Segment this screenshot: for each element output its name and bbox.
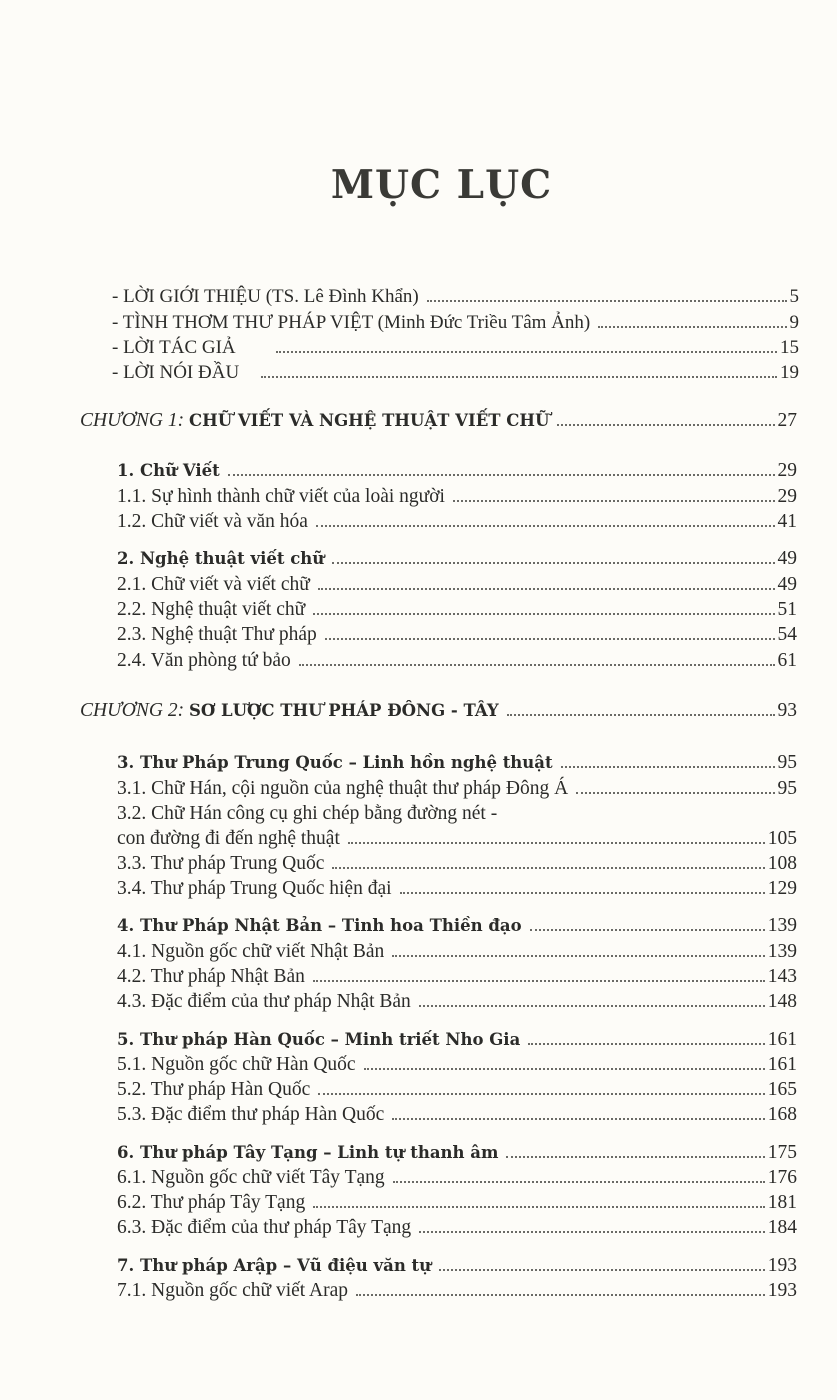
toc-entry-label: 5. Thư pháp Hàn Quốc – Minh triết Nho Gia bbox=[117, 1030, 521, 1049]
toc-subsection bbox=[117, 511, 797, 533]
dot-leader bbox=[228, 474, 775, 476]
toc-subsection bbox=[117, 624, 797, 646]
toc-page-number: 165 bbox=[767, 1079, 797, 1100]
toc-page-number: 168 bbox=[767, 1104, 797, 1125]
dot-leader bbox=[332, 867, 764, 869]
toc-subsection bbox=[117, 991, 797, 1013]
toc-entry-label: - TÌNH THƠM THƯ PHÁP VIỆT (Minh Đức Triều Tâm Ảnh) bbox=[112, 312, 591, 333]
toc-entry-label: con đường đi đến nghệ thuật bbox=[117, 828, 340, 849]
toc-subsection bbox=[117, 828, 797, 850]
toc-page-number: 108 bbox=[767, 853, 797, 874]
toc-page-number: 175 bbox=[767, 1142, 797, 1163]
toc-page-number: 148 bbox=[767, 991, 797, 1012]
dot-leader bbox=[392, 955, 764, 957]
toc-page-number: 9 bbox=[789, 312, 799, 333]
toc-entry-label: 6.1. Nguồn gốc chữ viết Tây Tạng bbox=[117, 1167, 385, 1188]
toc-entry-intro bbox=[112, 337, 799, 359]
dot-leader bbox=[393, 1181, 765, 1183]
toc-subsection bbox=[117, 486, 797, 508]
dot-leader bbox=[598, 326, 786, 328]
dot-leader bbox=[313, 1206, 765, 1208]
dot-leader bbox=[419, 1005, 765, 1007]
toc-entry-intro bbox=[112, 286, 799, 308]
toc-entry-label: - LỜI TÁC GIẢ bbox=[112, 337, 236, 358]
toc-page-number: 95 bbox=[777, 752, 797, 773]
toc-subsection bbox=[117, 599, 797, 621]
toc-page-number: 61 bbox=[777, 650, 797, 671]
toc-page-number: 95 bbox=[777, 778, 797, 799]
chapter-prefix: CHƯƠNG 2: bbox=[80, 700, 185, 721]
toc-entry-label: 2. Nghệ thuật viết chữ bbox=[117, 549, 325, 568]
page-title: MỤC LỤC bbox=[330, 162, 553, 208]
toc-page-number: 139 bbox=[767, 915, 797, 936]
toc-subsection bbox=[117, 966, 797, 988]
toc-subsection bbox=[117, 778, 797, 800]
toc-page-number: 49 bbox=[777, 574, 797, 595]
toc-section bbox=[117, 548, 797, 570]
toc-entry-label: 5.1. Nguồn gốc chữ Hàn Quốc bbox=[117, 1054, 356, 1075]
dot-leader bbox=[528, 1043, 764, 1045]
toc-entry-label: 4.3. Đặc điểm của thư pháp Nhật Bản bbox=[117, 991, 411, 1012]
toc-page-number: 161 bbox=[767, 1054, 797, 1075]
toc-entry-label: - LỜI GIỚI THIỆU (TS. Lê Đình Khẩn) bbox=[112, 286, 419, 307]
toc-entry-intro bbox=[112, 362, 799, 384]
dot-leader bbox=[561, 766, 775, 768]
toc-subsection bbox=[117, 1217, 797, 1239]
dot-leader bbox=[506, 1156, 764, 1158]
dot-leader bbox=[557, 424, 774, 426]
toc-entry-label: 1. Chữ Viết bbox=[117, 461, 220, 480]
toc-entry-label: 1.1. Sự hình thành chữ viết của loài người bbox=[117, 486, 445, 507]
toc-chapter bbox=[80, 410, 797, 432]
chapter-name: SƠ LƯỢC THƯ PHÁP ĐÔNG - TÂY bbox=[188, 701, 499, 720]
toc-page-number: 193 bbox=[767, 1280, 797, 1301]
dot-leader bbox=[261, 376, 777, 378]
toc-page-number: 29 bbox=[777, 486, 797, 507]
toc-subsection bbox=[117, 650, 797, 672]
toc-entry-label: 4. Thư Pháp Nhật Bản – Tinh hoa Thiền đạo bbox=[117, 916, 522, 935]
dot-leader bbox=[313, 980, 765, 982]
toc-subsection bbox=[117, 1054, 797, 1076]
dot-leader bbox=[316, 525, 775, 527]
toc-entry-label: 1.2. Chữ viết và văn hóa bbox=[117, 511, 308, 532]
toc-page-number: 49 bbox=[777, 548, 797, 569]
toc-subsection bbox=[117, 853, 797, 875]
toc-page-number: 19 bbox=[780, 362, 799, 383]
toc-entry-label: 7.1. Nguồn gốc chữ viết Arap bbox=[117, 1280, 348, 1301]
toc-entry-label: 2.3. Nghệ thuật Thư pháp bbox=[117, 624, 317, 645]
dot-leader bbox=[325, 638, 775, 640]
dot-leader bbox=[439, 1269, 765, 1271]
toc-page-number: 15 bbox=[780, 337, 799, 358]
dot-leader bbox=[419, 1231, 765, 1233]
toc-entry-label: 6. Thư pháp Tây Tạng – Linh tự thanh âm bbox=[117, 1143, 499, 1162]
toc-entry-label: 7. Thư pháp Arập – Vũ điệu văn tự bbox=[117, 1256, 432, 1275]
toc-page-number: 27 bbox=[777, 410, 797, 431]
dot-leader bbox=[318, 1093, 764, 1095]
toc-subsection bbox=[117, 878, 797, 900]
dot-leader bbox=[392, 1118, 765, 1120]
dot-leader bbox=[313, 613, 774, 615]
dot-leader bbox=[400, 892, 765, 894]
toc-entry-label: 6.3. Đặc điểm của thư pháp Tây Tạng bbox=[117, 1217, 412, 1238]
dot-leader bbox=[276, 351, 777, 353]
chapter-prefix: CHƯƠNG 1: bbox=[80, 410, 185, 431]
toc-entry-intro bbox=[112, 312, 799, 334]
dot-leader bbox=[576, 792, 774, 794]
toc-page-number: 143 bbox=[767, 966, 797, 987]
toc-entry-label: 2.1. Chữ viết và viết chữ bbox=[117, 574, 310, 595]
toc-section bbox=[117, 752, 797, 774]
toc-page-number: 51 bbox=[777, 599, 797, 620]
toc-subsection bbox=[117, 1104, 797, 1126]
toc-entry-label: - LỜI NÓI ĐẦU bbox=[112, 362, 240, 383]
dot-leader bbox=[332, 562, 774, 564]
dot-leader bbox=[356, 1294, 765, 1296]
chapter-name: CHỮ VIẾT VÀ NGHỆ THUẬT VIẾT CHỮ bbox=[188, 411, 550, 430]
toc-subsection bbox=[117, 1280, 797, 1302]
toc-section bbox=[117, 1255, 797, 1277]
toc-page-number: 139 bbox=[767, 941, 797, 962]
toc-entry-label: 2.2. Nghệ thuật viết chữ bbox=[117, 599, 306, 620]
dot-leader bbox=[318, 588, 775, 590]
toc-subsection bbox=[117, 1192, 797, 1214]
toc-page-number: 129 bbox=[767, 878, 797, 899]
toc-subsection-line: 3.2. Chữ Hán công cụ ghi chép bằng đường nét - bbox=[117, 803, 498, 824]
toc-subsection bbox=[117, 941, 797, 963]
toc-entry-label: 5.3. Đặc điểm thư pháp Hàn Quốc bbox=[117, 1104, 385, 1125]
toc-page-number: 93 bbox=[777, 700, 797, 721]
toc-entry-label: 3.4. Thư pháp Trung Quốc hiện đại bbox=[117, 878, 392, 899]
toc-page-number: 161 bbox=[767, 1029, 797, 1050]
toc-entry-label: 5.2. Thư pháp Hàn Quốc bbox=[117, 1079, 311, 1100]
dot-leader bbox=[348, 842, 765, 844]
toc-page-number: 5 bbox=[789, 286, 799, 307]
toc-entry-label: 2.4. Văn phòng tứ bảo bbox=[117, 650, 291, 671]
toc-page-number: 41 bbox=[777, 511, 797, 532]
toc-subsection bbox=[117, 1167, 797, 1189]
toc-entry-label: 3.3. Thư pháp Trung Quốc bbox=[117, 853, 325, 874]
toc-section bbox=[117, 460, 797, 482]
toc-page-number: 29 bbox=[777, 460, 797, 481]
dot-leader bbox=[364, 1068, 765, 1070]
dot-leader bbox=[299, 664, 775, 666]
toc-entry-label: 4.2. Thư pháp Nhật Bản bbox=[117, 966, 305, 987]
toc-page-number: 176 bbox=[767, 1167, 797, 1188]
toc-subsection bbox=[117, 1079, 797, 1101]
toc-section bbox=[117, 1142, 797, 1164]
toc-entry-label: 6.2. Thư pháp Tây Tạng bbox=[117, 1192, 306, 1213]
toc-entry-label: 3. Thư Pháp Trung Quốc – Linh hồn nghệ thuật bbox=[117, 753, 553, 772]
toc-page-number: 54 bbox=[777, 624, 797, 645]
dot-leader bbox=[453, 500, 775, 502]
toc-page-number: 105 bbox=[767, 828, 797, 849]
dot-leader bbox=[507, 714, 775, 716]
toc-page-number: 181 bbox=[767, 1192, 797, 1213]
toc-chapter bbox=[80, 700, 797, 722]
dot-leader bbox=[530, 929, 765, 931]
toc-page-number: 193 bbox=[767, 1255, 797, 1276]
toc-entry-label: 4.1. Nguồn gốc chữ viết Nhật Bản bbox=[117, 941, 385, 962]
toc-page-number: 184 bbox=[767, 1217, 797, 1238]
toc-entry-label: 3.1. Chữ Hán, cội nguồn của nghệ thuật thư pháp Đông Á bbox=[117, 778, 569, 799]
dot-leader bbox=[427, 300, 787, 302]
toc-section bbox=[117, 1029, 797, 1051]
toc-section bbox=[117, 915, 797, 937]
toc-subsection bbox=[117, 574, 797, 596]
